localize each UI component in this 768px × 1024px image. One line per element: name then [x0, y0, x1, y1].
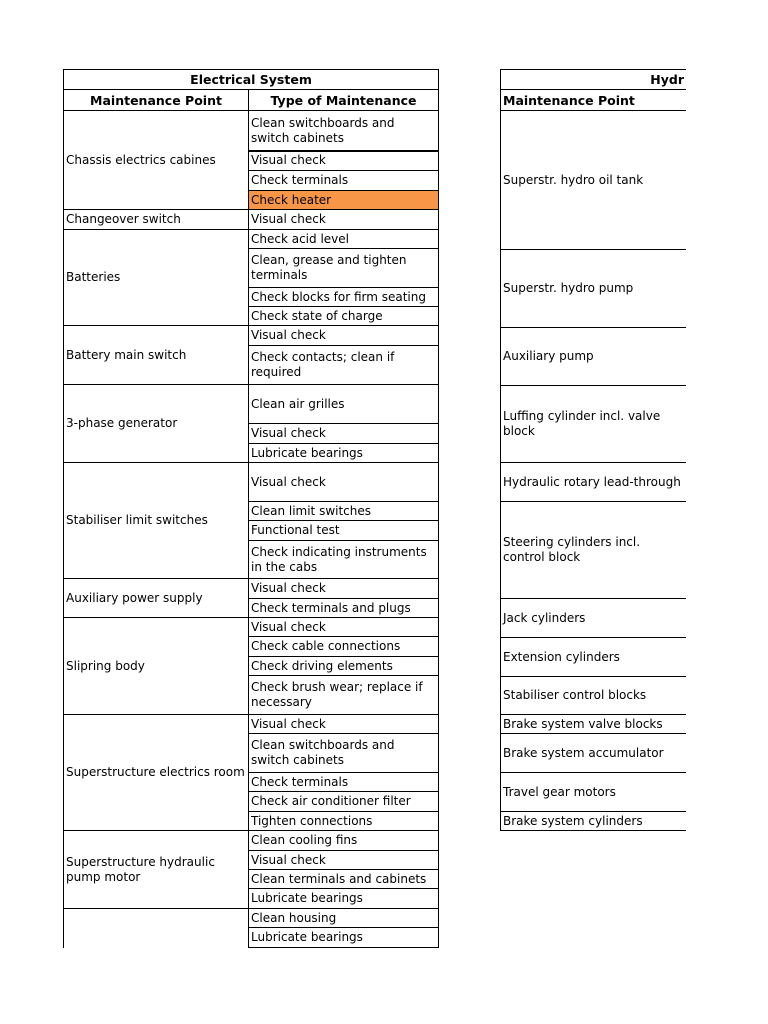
- hydraulic-col-maintenance-point-text: Maintenance Point: [503, 92, 635, 108]
- maintenance-task-cell-text: Clean limit switches: [251, 503, 372, 518]
- maintenance-task-cell-text: Visual check: [251, 212, 326, 226]
- maintenance-point-cell: [63, 325, 249, 385]
- hydraulic-point-cell-text: Travel gear motors: [503, 784, 616, 799]
- maintenance-task-cell: [248, 384, 439, 424]
- electrical-col-type-of-maintenance-text: Type of Maintenance: [270, 92, 417, 108]
- maintenance-task-cell: [248, 190, 439, 210]
- hydraulic-point-cell: [500, 249, 686, 328]
- maintenance-task-cell-text: Lubricate bearings: [251, 891, 363, 905]
- maintenance-task-cell: [248, 540, 439, 579]
- maintenance-task-cell: [248, 733, 439, 773]
- hydraulic-point-cell-text: Brake system valve blocks: [503, 716, 663, 731]
- maintenance-task-cell: [248, 830, 439, 851]
- hydraulic-point-cell: [500, 598, 686, 638]
- maintenance-task-cell: [248, 636, 439, 657]
- hydraulic-point-cell-text: Stabiliser control blocks: [503, 688, 647, 702]
- maintenance-task-cell-text: Check terminals: [251, 173, 349, 187]
- maintenance-task-cell: [248, 462, 439, 502]
- maintenance-task-cell-text: Visual check: [251, 328, 326, 342]
- maintenance-task-cell: [248, 811, 439, 831]
- maintenance-task-cell: [248, 714, 439, 734]
- maintenance-point-cell-text: Battery main switch: [66, 347, 187, 362]
- maintenance-point-cell: [63, 617, 249, 715]
- maintenance-task-cell-text: Tighten connections: [251, 813, 373, 828]
- hydraulic-col-maintenance-point: [500, 89, 686, 111]
- maintenance-task-cell: [248, 869, 439, 889]
- hydraulic-point-cell-text: Brake system cylinders: [503, 813, 643, 828]
- maintenance-task-cell-text: Functional test: [251, 523, 340, 537]
- maintenance-task-cell: [248, 598, 439, 618]
- maintenance-task-cell: [248, 772, 439, 792]
- hydraulic-title-text: Hydr: [650, 72, 684, 87]
- hydraulic-point-cell: [500, 676, 686, 715]
- maintenance-task-cell: [248, 675, 439, 715]
- maintenance-task-cell: [248, 927, 439, 948]
- hydraulic-title: [500, 69, 686, 90]
- maintenance-task-cell: [248, 209, 439, 230]
- maintenance-task-cell: [248, 170, 439, 191]
- maintenance-task-cell: [248, 229, 439, 249]
- electrical-col-maintenance-point-text: Maintenance Point: [90, 92, 222, 108]
- hydraulic-point-cell: [500, 462, 686, 502]
- maintenance-task-cell-text: Check terminals: [251, 774, 349, 789]
- maintenance-task-cell-text: Visual check: [251, 153, 326, 167]
- maintenance-task-cell-text: Visual check: [251, 852, 326, 867]
- maintenance-point-cell: [63, 908, 249, 948]
- maintenance-task-cell-text: Visual check: [251, 426, 326, 440]
- hydraulic-point-cell-text: Auxiliary pump: [503, 349, 594, 363]
- maintenance-task-cell-text: Check brush wear; replace if necessary: [251, 680, 423, 709]
- hydraulic-point-cell: [500, 501, 686, 599]
- maintenance-task-cell: [248, 150, 439, 171]
- maintenance-task-cell-text: Visual check: [251, 619, 326, 634]
- maintenance-task-cell-text: Check blocks for firm seating: [251, 289, 426, 304]
- hydraulic-point-cell: [500, 733, 686, 773]
- electrical-col-type-of-maintenance: [248, 89, 439, 111]
- maintenance-task-cell-text: Check acid level: [251, 231, 349, 246]
- maintenance-task-cell: [248, 306, 439, 326]
- maintenance-point-cell: [63, 229, 249, 326]
- maintenance-task-cell-text: Check state of charge: [251, 308, 383, 323]
- maintenance-task-cell-text: Visual check: [251, 581, 326, 595]
- maintenance-task-cell: [248, 791, 439, 812]
- hydraulic-point-cell-text: Luffing cylinder incl. valve block: [503, 409, 661, 438]
- maintenance-task-cell: [248, 287, 439, 307]
- maintenance-point-cell-text: Batteries: [66, 270, 121, 284]
- maintenance-task-cell: [248, 501, 439, 521]
- maintenance-point-cell: [63, 209, 249, 230]
- hydraulic-point-cell: [500, 714, 686, 734]
- maintenance-task-cell-text: Clean housing: [251, 910, 337, 925]
- maintenance-point-cell: [63, 714, 249, 831]
- maintenance-task-cell-text: Lubricate bearings: [251, 930, 363, 944]
- hydraulic-point-cell-text: Superstr. hydro pump: [503, 281, 634, 295]
- maintenance-point-cell-text: Superstructure hydraulic pump motor: [66, 854, 215, 884]
- maintenance-task-cell: [248, 248, 439, 288]
- maintenance-point-cell-text: Changeover switch: [66, 212, 181, 226]
- electrical-col-maintenance-point: [63, 89, 249, 111]
- hydraulic-point-cell-text: Hydraulic rotary lead-through: [503, 474, 681, 489]
- maintenance-task-cell: [248, 325, 439, 346]
- maintenance-point-cell-text: Slipring body: [66, 658, 145, 673]
- hydraulic-point-cell: [500, 385, 686, 463]
- hydraulic-point-cell: [500, 811, 686, 831]
- maintenance-task-cell: [248, 520, 439, 541]
- maintenance-task-cell-text: Check cable connections: [251, 639, 401, 653]
- maintenance-point-cell-text: Stabiliser limit switches: [66, 513, 208, 527]
- maintenance-task-cell-text: Clean, grease and tighten terminals: [251, 253, 407, 282]
- maintenance-task-cell-text: Check heater: [251, 192, 332, 207]
- maintenance-point-cell: [63, 462, 249, 579]
- maintenance-task-cell: [248, 850, 439, 870]
- maintenance-task-cell-text: Visual check: [251, 716, 326, 731]
- hydraulic-point-cell-text: Steering cylinders incl. control block: [503, 535, 641, 564]
- maintenance-task-cell: [248, 908, 439, 928]
- maintenance-task-cell-text: Clean air grilles: [251, 396, 345, 411]
- maintenance-point-cell: [63, 110, 249, 210]
- maintenance-task-cell: [248, 656, 439, 676]
- maintenance-point-cell: [63, 830, 249, 909]
- maintenance-task-cell: [248, 617, 439, 637]
- maintenance-task-cell: [248, 888, 439, 909]
- maintenance-point-cell-text: Superstructure electrics room: [66, 765, 245, 779]
- maintenance-point-cell-text: 3-phase generator: [66, 416, 178, 430]
- maintenance-task-cell: [248, 443, 439, 463]
- maintenance-point-cell: [63, 578, 249, 618]
- hydraulic-point-cell: [500, 327, 686, 386]
- maintenance-task-cell-text: Check contacts; clean if required: [251, 350, 395, 379]
- maintenance-point-cell-text: Auxiliary power supply: [66, 590, 203, 605]
- maintenance-task-cell-text: Clean switchboards and switch cabinets: [251, 116, 395, 145]
- maintenance-point-cell: [63, 384, 249, 463]
- hydraulic-point-cell-text: Jack cylinders: [503, 610, 586, 625]
- maintenance-task-cell: [248, 423, 439, 444]
- maintenance-task-cell-text: Check air conditioner filter: [251, 794, 411, 808]
- electrical-title: [63, 69, 439, 90]
- maintenance-task-cell: [248, 110, 439, 152]
- hydraulic-point-cell-text: Extension cylinders: [503, 649, 620, 664]
- maintenance-task-cell-text: Visual check: [251, 474, 326, 489]
- electrical-title-text: Electrical System: [190, 72, 312, 87]
- maintenance-task-cell-text: Clean cooling fins: [251, 833, 358, 847]
- maintenance-task-cell-text: Clean terminals and cabinets: [251, 871, 427, 886]
- hydraulic-point-cell: [500, 772, 686, 812]
- maintenance-task-cell: [248, 578, 439, 599]
- hydraulic-point-cell: [500, 637, 686, 677]
- hydraulic-point-cell: [500, 110, 686, 250]
- maintenance-task-cell-text: Clean switchboards and switch cabinets: [251, 738, 395, 767]
- maintenance-task-cell: [248, 345, 439, 385]
- maintenance-point-cell-text: Chassis electrics cabines: [66, 152, 216, 167]
- hydraulic-point-cell-text: Brake system accumulator: [503, 745, 664, 760]
- maintenance-task-cell-text: Lubricate bearings: [251, 445, 363, 460]
- maintenance-task-cell-text: Check indicating instruments in the cabs: [251, 544, 427, 574]
- maintenance-task-cell-text: Check terminals and plugs: [251, 600, 411, 615]
- maintenance-task-cell-text: Check driving elements: [251, 658, 393, 673]
- hydraulic-point-cell-text: Superstr. hydro oil tank: [503, 172, 644, 187]
